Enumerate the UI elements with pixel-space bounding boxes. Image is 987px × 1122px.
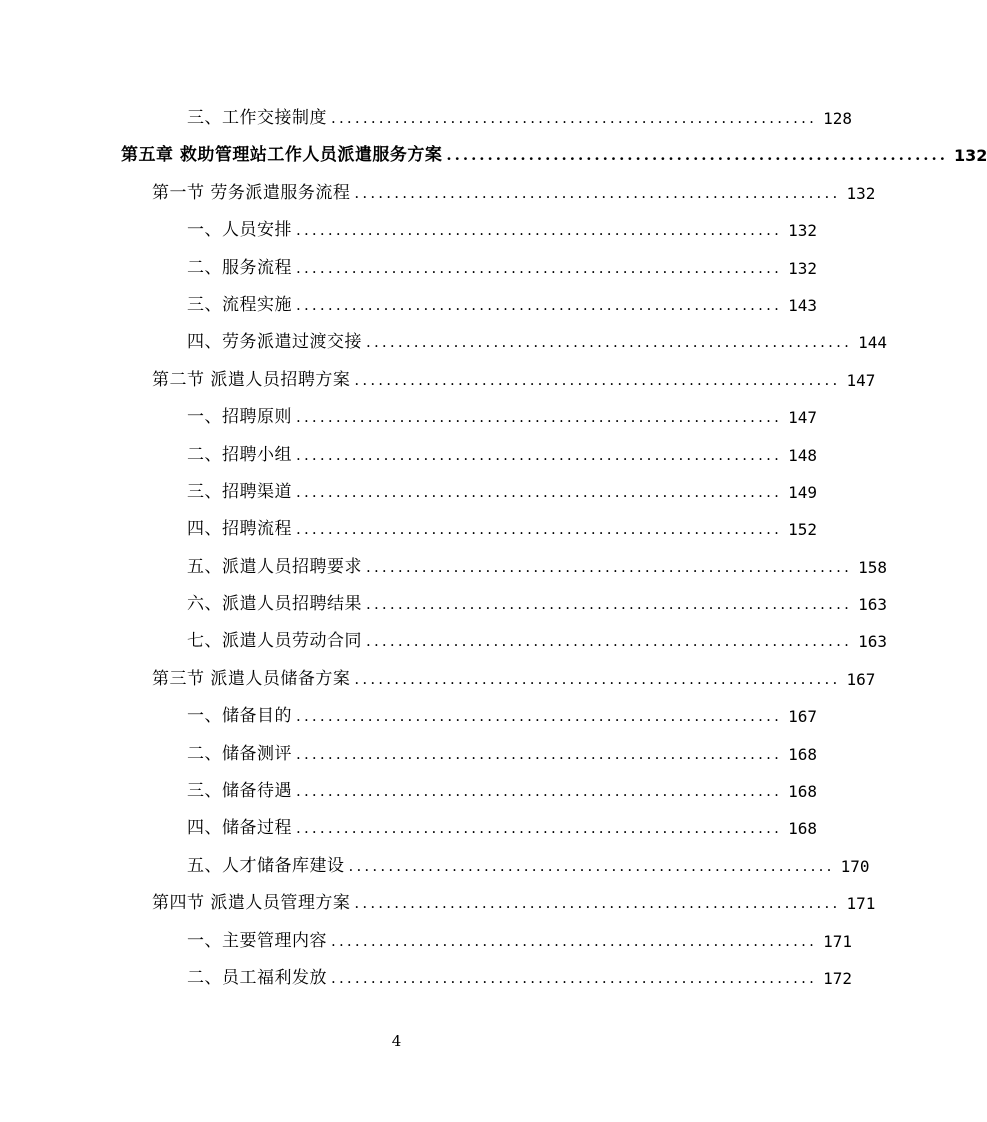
- toc-subsection-entry[interactable]: [0, 511, 817, 548]
- toc-subsection-entry[interactable]: [0, 586, 887, 623]
- toc-subsection-entry[interactable]: [0, 474, 817, 511]
- toc-entry-page-number: 171: [823, 931, 852, 951]
- toc-leader-dots: .............................................................: [296, 295, 783, 314]
- toc-entry-page-number: 152: [788, 520, 817, 540]
- toc-subsection-entry[interactable]: [0, 437, 817, 474]
- page-number: 4: [391, 1032, 402, 1050]
- toc-subsection-entry[interactable]: [0, 623, 887, 660]
- toc-leader-dots: .............................................................: [296, 782, 783, 801]
- toc-entry-title: 第一节 劳务派遣服务流程: [152, 182, 351, 203]
- toc-leader-dots: .............................................................: [331, 931, 818, 950]
- toc-subsection-entry[interactable]: [0, 960, 852, 997]
- toc-entry-page-number: 163: [858, 632, 887, 652]
- toc-subsection-entry[interactable]: [0, 736, 817, 773]
- toc-subsection-entry[interactable]: [0, 100, 852, 137]
- toc-leader-dots: .............................................................: [296, 408, 783, 427]
- toc-entry-title: 二、招聘小组: [187, 444, 292, 465]
- toc-entry-title: 五、派遣人员招聘要求: [187, 556, 362, 577]
- toc-subsection-entry[interactable]: [0, 773, 817, 810]
- toc-entry-title: 第五章 救助管理站工作人员派遣服务方案: [121, 145, 443, 166]
- toc-entry-title: 二、员工福利发放: [187, 967, 327, 988]
- toc-entry-page-number: 168: [788, 744, 817, 764]
- toc-section-entry[interactable]: [0, 175, 876, 212]
- toc-leader-dots: .............................................................: [348, 856, 835, 875]
- toc-entry-page-number: 132: [788, 221, 817, 241]
- toc-entry-page-number: 172: [823, 968, 852, 988]
- toc-entry-page-number: 147: [788, 408, 817, 428]
- toc-entry-title: 四、劳务派遣过渡交接: [187, 332, 362, 353]
- toc-leader-dots: .............................................................: [296, 482, 783, 501]
- toc-leader-dots: .............................................................: [354, 669, 841, 688]
- toc-entry-page-number: 171: [846, 894, 876, 914]
- toc-leader-dots: .............................................................: [331, 109, 818, 127]
- toc-entry-page-number: 170: [840, 856, 870, 876]
- toc-leader-dots: .............................................................: [354, 370, 841, 389]
- toc-entry-title: 三、招聘渠道: [187, 481, 292, 502]
- toc-entry-title: 一、招聘原则: [187, 407, 292, 428]
- toc-subsection-entry[interactable]: [0, 810, 817, 847]
- toc-entry-page-number: 158: [858, 557, 887, 577]
- toc-section-entry[interactable]: [0, 362, 876, 399]
- toc-entry-page-number: 149: [788, 482, 817, 502]
- toc-leader-dots: .............................................................: [446, 146, 948, 165]
- toc-entry-title: 四、招聘流程: [187, 519, 292, 540]
- toc-entry-page-number: 168: [788, 782, 817, 802]
- toc-leader-dots: .............................................................: [354, 894, 841, 913]
- toc-entry-page-number: 132: [788, 258, 817, 278]
- toc-section-entry[interactable]: [0, 661, 876, 698]
- toc-entry-page-number: 143: [788, 295, 817, 315]
- toc-entry-page-number: 144: [858, 333, 887, 353]
- toc-entry-title: 三、储备待遇: [187, 781, 292, 802]
- toc-section-entry[interactable]: [0, 885, 876, 922]
- toc-entry-title: 三、流程实施: [187, 294, 292, 315]
- toc-entry-title: 一、储备目的: [187, 706, 292, 727]
- toc-entry-title: 三、工作交接制度: [187, 108, 327, 128]
- table-of-contents: [0, 100, 987, 997]
- toc-leader-dots: .............................................................: [366, 557, 853, 576]
- toc-leader-dots: .............................................................: [296, 520, 783, 539]
- toc-leader-dots: .............................................................: [366, 595, 853, 614]
- toc-subsection-entry[interactable]: [0, 212, 817, 249]
- toc-entry-page-number: 148: [788, 445, 817, 465]
- toc-entry-title: 二、储备测评: [187, 743, 292, 764]
- toc-entry-page-number: 168: [788, 819, 817, 839]
- toc-entry-page-number: 147: [846, 370, 876, 390]
- toc-entry-page-number: 163: [858, 595, 887, 615]
- toc-chapter-entry[interactable]: [0, 137, 987, 174]
- toc-subsection-entry[interactable]: [0, 250, 817, 287]
- toc-leader-dots: .............................................................: [296, 221, 783, 240]
- toc-subsection-entry[interactable]: [0, 549, 887, 586]
- toc-subsection-entry[interactable]: [0, 698, 817, 735]
- toc-entry-title: 五、人才储备库建设: [187, 855, 345, 876]
- toc-entry-page-number: 128: [823, 109, 852, 128]
- toc-entry-title: 第三节 派遣人员储备方案: [152, 668, 351, 689]
- toc-subsection-entry[interactable]: [0, 399, 817, 436]
- toc-leader-dots: .............................................................: [331, 968, 818, 987]
- toc-leader-dots: .............................................................: [296, 819, 783, 838]
- toc-entry-page-number: 167: [788, 707, 817, 727]
- toc-leader-dots: .............................................................: [296, 744, 783, 763]
- toc-entry-title: 七、派遣人员劳动合同: [187, 631, 362, 652]
- toc-entry-title: 六、派遣人员招聘结果: [187, 594, 362, 615]
- toc-subsection-entry[interactable]: [0, 287, 817, 324]
- toc-subsection-entry[interactable]: [0, 923, 852, 960]
- toc-entry-title: 第四节 派遣人员管理方案: [152, 893, 351, 914]
- toc-subsection-entry[interactable]: [0, 324, 887, 361]
- toc-entry-title: 四、储备过程: [187, 818, 292, 839]
- toc-leader-dots: .............................................................: [366, 632, 853, 651]
- toc-entry-title: 二、服务流程: [187, 257, 292, 278]
- toc-leader-dots: .............................................................: [296, 707, 783, 726]
- toc-entry-title: 第二节 派遣人员招聘方案: [152, 369, 351, 390]
- toc-subsection-entry[interactable]: [0, 848, 870, 885]
- toc-entry-title: 一、主要管理内容: [187, 930, 327, 951]
- toc-leader-dots: .............................................................: [296, 258, 783, 277]
- toc-leader-dots: .............................................................: [354, 183, 841, 202]
- toc-entry-title: 一、人员安排: [187, 220, 292, 241]
- toc-leader-dots: .............................................................: [366, 333, 853, 352]
- toc-leader-dots: .............................................................: [296, 445, 783, 464]
- toc-entry-page-number: 167: [846, 669, 876, 689]
- toc-entry-page-number: 132: [953, 146, 987, 166]
- toc-entry-page-number: 132: [846, 183, 876, 203]
